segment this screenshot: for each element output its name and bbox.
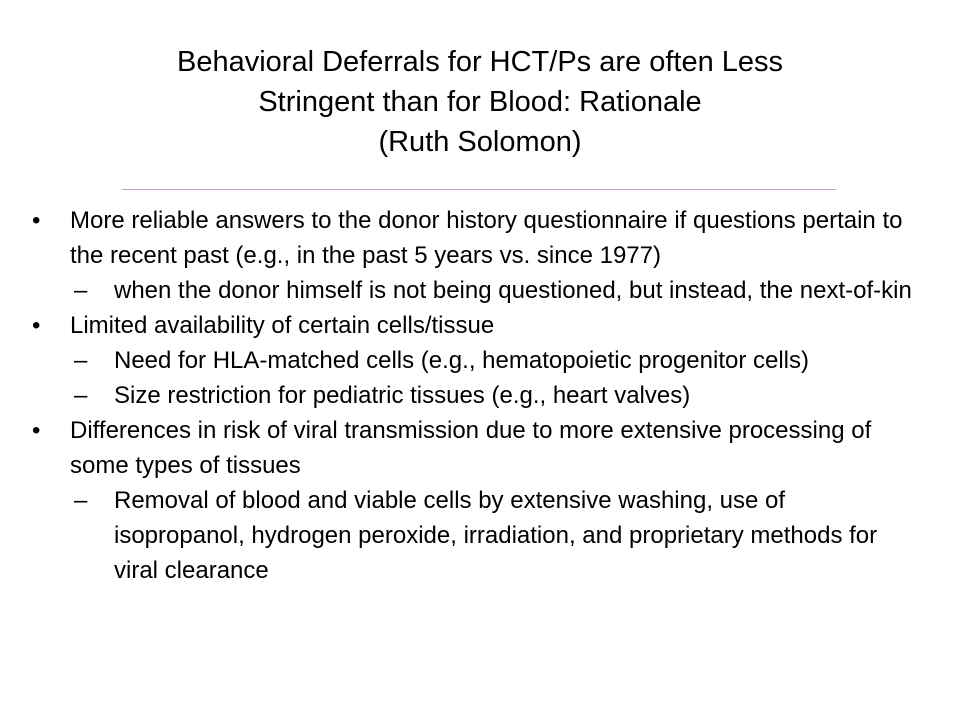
sub-bullet-text: when the donor himself is not being questioned, but instead, the next-of-kin [114,277,912,304]
bullet-text: Differences in risk of viral transmission due to more extensive processing of some types of tissues [70,417,872,479]
sub-bullet-text: Removal of blood and viable cells by extensive washing, use of isopropanol, hydrogen peroxide, irradiation, and proprietary methods for viral clearance [114,487,878,584]
sub-bullet-item [32,378,912,413]
bullet-marker: • [32,417,41,444]
title-line-3: (Ruth Solomon) [378,126,582,158]
sub-bullet-item [32,273,912,308]
sub-bullet-marker: – [74,382,88,409]
bullet-marker: • [32,207,41,234]
title-line-2: Stringent than for Blood: Rationale [258,86,702,118]
sub-bullet-item [32,343,912,378]
sub-bullet-marker: – [74,277,88,304]
bullet-text: More reliable answers to the donor history questionnaire if questions pertain to the recent past (e.g., in the past 5 years vs. since 1977) [70,207,903,269]
sub-bullet-text: Need for HLA-matched cells (e.g., hematopoietic progenitor cells) [114,347,809,374]
title-divider [122,189,836,190]
bullet-item [32,308,912,343]
sub-bullet-text: Size restriction for pediatric tissues (e.g., heart valves) [114,382,691,409]
title-line-1: Behavioral Deferrals for HCT/Ps are often Less [176,46,784,78]
sub-bullet-marker: – [74,487,88,514]
bullet-list [32,203,912,588]
bullet-marker: • [32,312,41,339]
sub-bullet-marker: – [74,347,88,374]
bullet-item [32,413,912,483]
bullet-text: Limited availability of certain cells/tissue [70,312,495,339]
sub-bullet-item [32,483,912,588]
bullet-item [32,203,912,273]
slide-title [60,42,900,162]
